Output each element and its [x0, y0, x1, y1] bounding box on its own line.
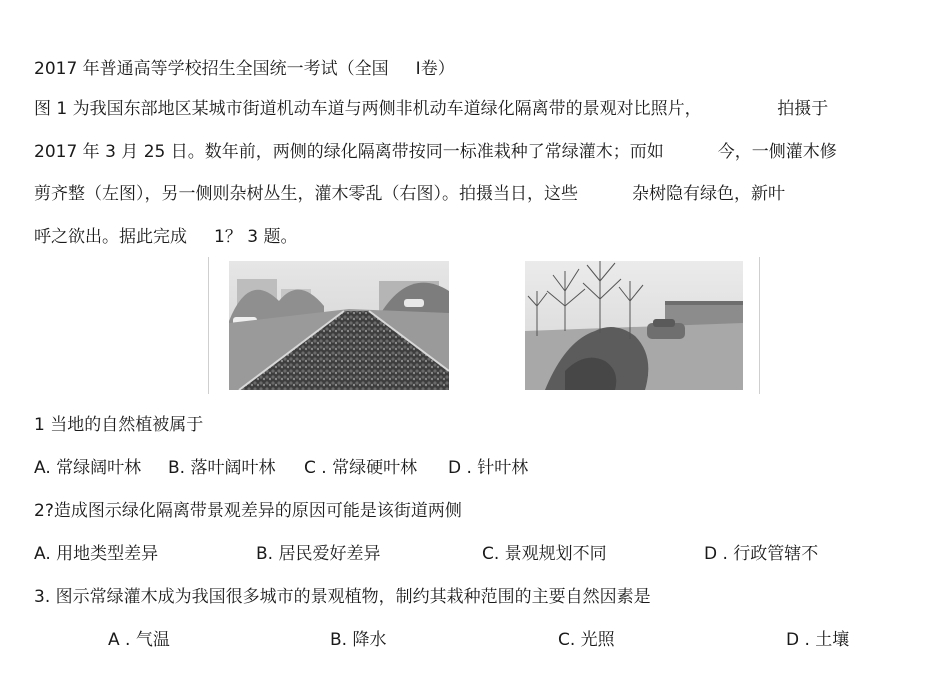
intro-line-2: 2017 年 3 月 25 日。数年前，两侧的绿化隔离带按同一标准栽种了常绿灌木；而如 今，一侧灌木修	[34, 142, 837, 162]
intro-line-3: 剪齐整（左图），另一侧则杂树丛生，灌木零乱（右图）。拍摄当日，这些 杂树隐有绿色，新叶	[34, 184, 786, 204]
q3-option-a: A . 气温	[108, 630, 170, 650]
photo-right-messy-shrubs	[525, 261, 743, 390]
q1-option-b: B. 落叶阔叶林	[168, 458, 276, 478]
intro-line-4: 呼之欲出。据此完成 1？ 3 题。	[34, 227, 298, 247]
q2-option-b: B. 居民爱好差异	[256, 544, 381, 564]
figure-1-photos	[208, 257, 760, 394]
intro-line-1: 图 1 为我国东部地区某城市街道机动车道与两侧非机动车道绿化隔离带的景观对比照片， 拍摄于	[34, 99, 829, 119]
question-3-stem: 3. 图示常绿灌木成为我国很多城市的景观植物，制约其栽种范围的主要自然因素是	[34, 587, 651, 607]
q2-option-d: D . 行政管辖不	[704, 544, 819, 564]
q3-option-d: D . 土壤	[786, 630, 850, 650]
q1-option-a: A. 常绿阔叶林	[34, 458, 142, 478]
q3-option-c: C. 光照	[558, 630, 615, 650]
question-2-stem: 2?造成图示绿化隔离带景观差异的原因可能是该街道两侧	[34, 501, 462, 521]
photo-left-trimmed-hedge	[229, 261, 449, 390]
q2-option-c: C. 景观规划不同	[482, 544, 607, 564]
question-1-stem: 1 当地的自然植被属于	[34, 415, 204, 435]
exam-title: 2017 年普通高等学校招生全国统一考试（全国 Ⅰ卷）	[34, 59, 455, 79]
q1-option-c: C . 常绿硬叶林	[304, 458, 418, 478]
q3-option-b: B. 降水	[330, 630, 387, 650]
q2-option-a: A. 用地类型差异	[34, 544, 159, 564]
q1-option-d: D . 针叶林	[448, 458, 529, 478]
